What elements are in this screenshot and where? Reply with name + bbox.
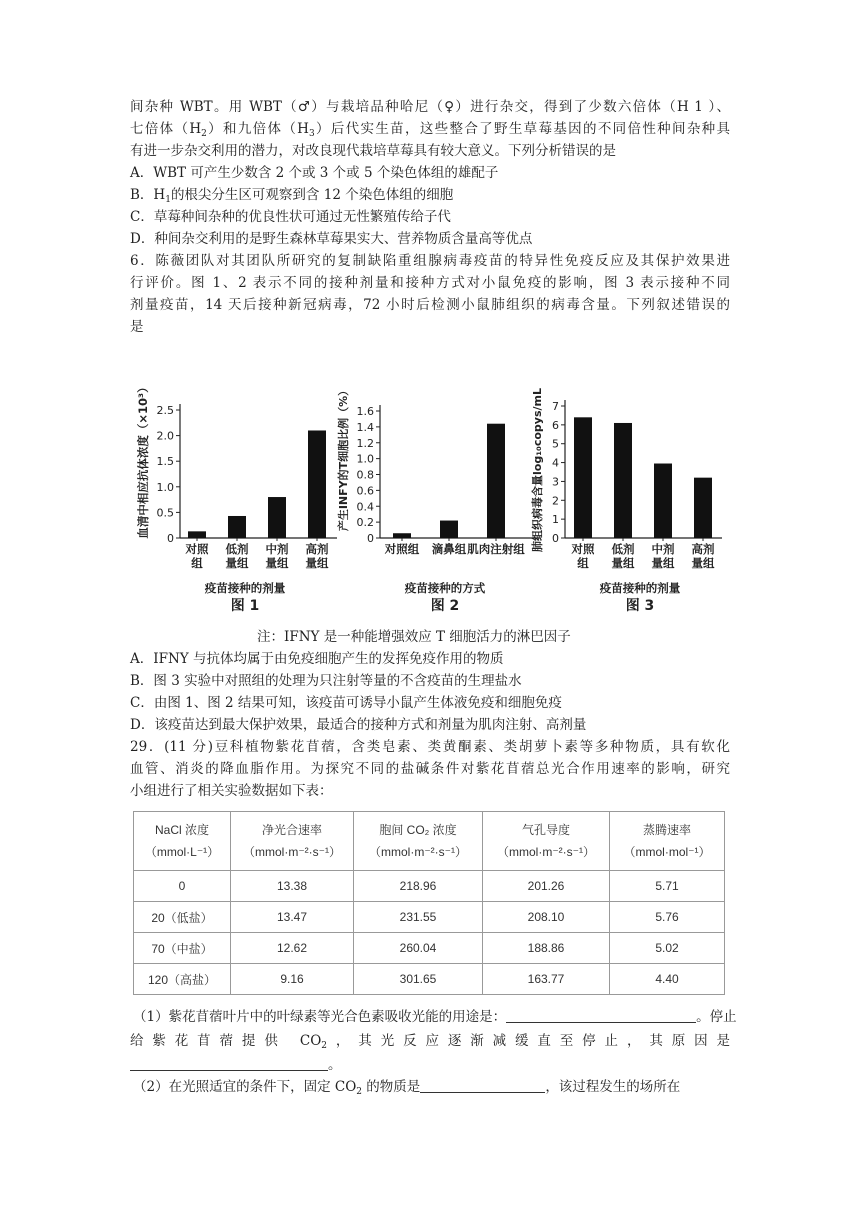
category-label: 对照组 [384, 542, 420, 556]
category-label: 中剂 [651, 542, 675, 556]
q6-stem-line-3: 剂量疫苗，14 天后接种新冠病毒，72 小时后检测小鼠肺组织的病毒含量。下列叙述错误的 [130, 297, 730, 313]
answer-blank[interactable] [420, 1078, 545, 1093]
y-tick-label: 5 [552, 437, 559, 451]
category-label: 组 [191, 556, 203, 570]
table-row [134, 964, 725, 995]
y-tick-label: 1.5 [156, 455, 174, 469]
category-label: 量组 [225, 556, 249, 570]
y-tick-label: 0.6 [356, 484, 374, 498]
category-label: 组 [577, 556, 589, 570]
bar [308, 430, 326, 538]
table-cell: 188.86 [483, 933, 610, 964]
table-header: NaCl 浓度 （mmol·L⁻¹） [134, 812, 231, 871]
category-label: 低剂 [225, 542, 249, 556]
answer-blank[interactable] [506, 1008, 696, 1023]
y-tick-label: 1.6 [356, 405, 374, 418]
bar [228, 516, 246, 538]
table-cell: 13.38 [231, 871, 354, 902]
q6-stem-line-4: 是 [130, 319, 144, 335]
category-label: 肌肉注射组 [467, 542, 525, 556]
table-cell: 218.96 [354, 871, 483, 902]
bar [654, 464, 672, 538]
y-tick-label: 1.0 [356, 452, 374, 466]
y-tick-label: 3 [552, 475, 559, 489]
y-tick-label: 4 [552, 456, 559, 470]
data-table [133, 811, 725, 995]
q29-stem-line-2: 血管、消炎的降血脂作用。为探究不同的盐碱条件对紫花苜蓿总光合作用速率的影响，研究 [130, 761, 730, 777]
q6-option-d: D．该疫苗达到最大保护效果，最适合的接种方式和剂量为肌肉注射、高剂量 [130, 717, 587, 733]
bar [393, 533, 411, 538]
table-cell: 163.77 [483, 964, 610, 995]
table-header: 蒸腾速率 （mmol·mol⁻¹） [610, 812, 725, 871]
bar [440, 521, 458, 538]
table-cell: 231.55 [354, 902, 483, 933]
category-label: 滴鼻组 [431, 542, 467, 556]
q5-option-c: C．草莓种间杂种的优良性状可通过无性繁殖传给子代 [130, 209, 451, 225]
q5-option-d: D．种间杂交利用的是野生森林草莓果实大、营养物质含量高等优点 [130, 231, 533, 247]
bar [574, 417, 592, 538]
table-cell: 4.40 [610, 964, 725, 995]
q6-option-b: B．图 3 实验中对照组的处理为只注射等量的不含疫苗的生理盐水 [130, 673, 522, 689]
x-axis-title: 疫苗接种的剂量 [204, 581, 286, 595]
table-cell: 260.04 [354, 933, 483, 964]
table-header-row [134, 812, 725, 871]
table-cell: 201.26 [483, 871, 610, 902]
category-label: 中剂 [265, 542, 289, 556]
x-axis-title: 疫苗接种的剂量 [599, 581, 681, 595]
y-tick-label: 2 [552, 494, 559, 508]
q29-stem-line-1: 29．(11 分)豆科植物紫花苜蓿，含类皂素、类黄酮素、类胡萝卜素等多种物质，具有软化 [130, 739, 730, 755]
q5-option-b: B．$H_1$的根尖分生区可观察到含 12 个染色体组的细胞 [130, 187, 454, 205]
table-cell: 208.10 [483, 902, 610, 933]
table-cell: 13.47 [231, 902, 354, 933]
bar [268, 497, 286, 538]
q29-stem-line-3: 小组进行了相关实验数据如下表： [130, 783, 333, 799]
table-cell: 5.76 [610, 902, 725, 933]
figure-caption: 图 2 [430, 598, 460, 614]
table-cell: 5.02 [610, 933, 725, 964]
y-tick-label: 7 [552, 400, 559, 413]
figure-note: 注：IFNY 是一种能增强效应 T 细胞活力的淋巴因子 [257, 629, 571, 645]
y-axis-title: 肺组织病毒含量log₁₀copys/mL [531, 388, 544, 552]
y-tick-label: 6 [552, 418, 559, 432]
y-tick-label: 1 [552, 513, 559, 527]
table-cell: 9.16 [231, 964, 354, 995]
table-cell: 301.65 [354, 964, 483, 995]
q29-sub1-line-1: （1）紫花苜蓿叶片中的叶绿素等光合色素吸收光能的用途是： 。停止 [133, 1009, 737, 1025]
category-label: 量组 [691, 556, 715, 570]
table-row [134, 933, 725, 964]
q5-stem-line-2: 七倍体$(H_2)$和九倍体$(H_3)$后代实生苗，这些整合了野生草莓基因的不同倍性种间杂种具 [130, 121, 730, 139]
table-row [134, 902, 725, 933]
y-tick-label: 0 [367, 532, 374, 545]
table-header: 气孔导度 （mmol·m⁻²·s⁻¹） [483, 812, 610, 871]
category-label: 量组 [265, 556, 289, 570]
category-label: 低剂 [611, 542, 635, 556]
table-header: 胞间 CO₂ 浓度 （mmol·m⁻²·s⁻¹） [354, 812, 483, 871]
table-cell: 5.71 [610, 871, 725, 902]
x-axis-title: 疫苗接种的方式 [404, 581, 486, 595]
table-cell: 120（高盐） [134, 964, 231, 995]
bar [188, 531, 206, 538]
q29-sub1-line-3: 。 [130, 1054, 342, 1076]
y-tick-label: 2.5 [156, 404, 174, 417]
y-tick-label: 1.2 [356, 436, 374, 450]
q6-option-c: C．由图 1、图 2 结果可知，该疫苗可诱导小鼠产生体液免疫和细胞免疫 [130, 695, 562, 711]
y-tick-label: 0 [552, 532, 559, 545]
bar [614, 423, 632, 538]
y-tick-label: 0.8 [356, 468, 374, 482]
y-tick-label: 0 [167, 532, 174, 545]
category-label: 高剂 [305, 542, 329, 556]
figure-caption: 图 1 [230, 598, 260, 614]
category-label: 量组 [651, 556, 675, 570]
y-tick-label: 0.5 [156, 506, 174, 520]
table-header: 净光合速率 （mmol·m⁻²·s⁻¹） [231, 812, 354, 871]
q5-stem-line-1: 间杂种 WBT。用 WBT（♂）与栽培品种哈尼（♀）进行杂交，得到了少数六倍体（H 1 ）、 [130, 99, 730, 115]
y-tick-label: 1.0 [156, 480, 174, 494]
q6-option-a: A．IFNY 与抗体均属于由免疫细胞产生的发挥免疫作用的物质 [130, 651, 504, 667]
answer-blank[interactable] [130, 1056, 328, 1071]
q5-option-a: A．WBT 可产生少数含 2 个或 3 个或 5 个染色体组的雄配子 [130, 165, 499, 181]
category-label: 对照 [571, 542, 595, 556]
table-cell: 0 [134, 871, 231, 902]
y-tick-label: 0.4 [356, 500, 374, 514]
bar [487, 424, 505, 538]
y-axis-title: 血清中相应抗体浓度（×10³） [136, 381, 150, 539]
q29-sub1-line-2: 给紫花苜蓿提供 $CO_2$，其光反应逐渐减缓直至停止，其原因是 [130, 1033, 730, 1051]
q6-stem-line-1: 6．陈薇团队对其团队所研究的复制缺陷重组腺病毒疫苗的特异性免疫反应及其保护效果进 [130, 253, 730, 269]
table-row [134, 871, 725, 902]
bar [694, 478, 712, 538]
table-cell: 20（低盐） [134, 902, 231, 933]
y-axis-title: 产生INFY的T细胞比例（%） [337, 384, 350, 532]
q5-stem-line-3: 有进一步杂交利用的潜力，对改良现代栽培草莓具有较大意义。下列分析错误的是 [130, 143, 616, 159]
q6-stem-line-2: 行评价。图 1、2 表示不同的接种剂量和接种方式对小鼠免疫的影响，图 3 表示接种不同 [130, 275, 730, 291]
y-tick-label: 2.0 [156, 429, 174, 443]
q29-sub2-line-1: （2）在光照适宜的条件下，固定 $CO_2$ 的物质是 ，该过程发生的场所在 [133, 1079, 681, 1097]
category-label: 量组 [611, 556, 635, 570]
y-tick-label: 1.4 [356, 420, 374, 434]
figure-caption: 图 3 [625, 598, 655, 614]
category-label: 对照 [185, 542, 209, 556]
y-tick-label: 0.2 [356, 516, 374, 530]
table-cell: 70（中盐） [134, 933, 231, 964]
category-label: 高剂 [691, 542, 715, 556]
table-cell: 12.62 [231, 933, 354, 964]
category-label: 量组 [305, 556, 329, 570]
